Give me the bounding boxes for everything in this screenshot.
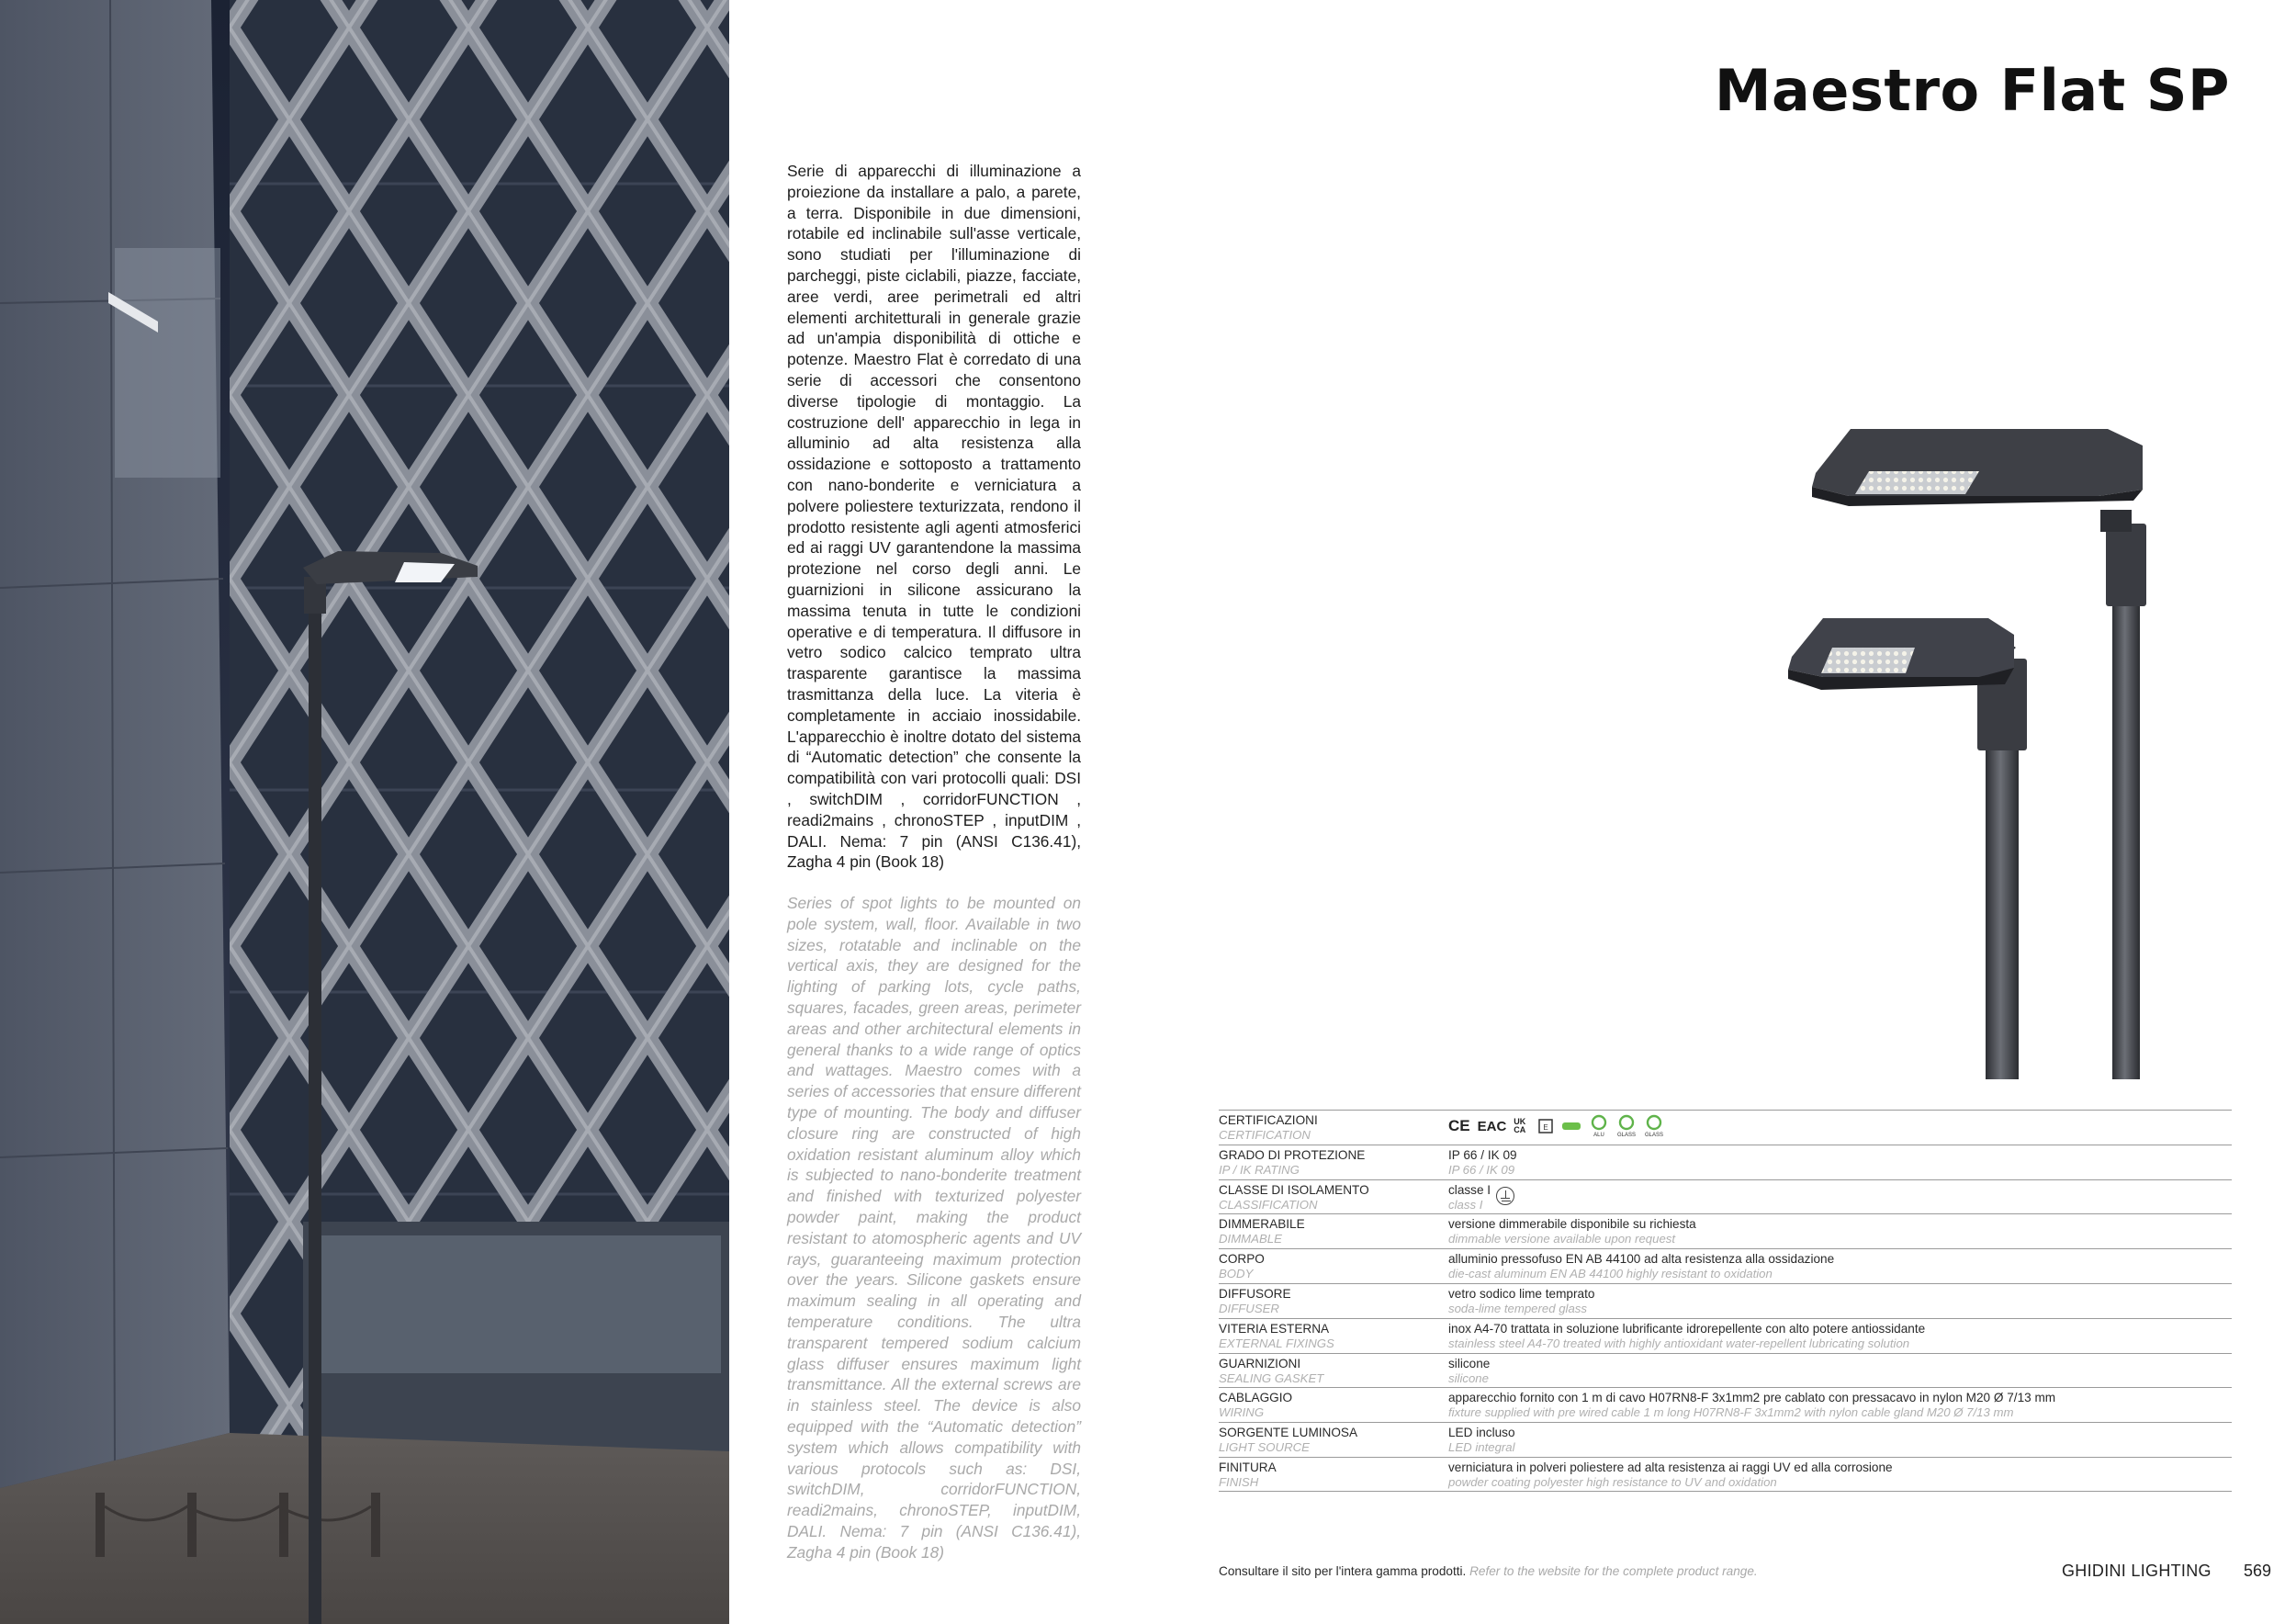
facade-photo-illustration — [0, 0, 729, 1624]
spec-label: CLASSE DI ISOLAMENTO — [1219, 1182, 1369, 1197]
spec-label: DIFFUSORE — [1219, 1286, 1291, 1301]
spec-table — [1219, 1110, 2232, 1492]
spec-label: GRADO DI PROTEZIONE — [1219, 1147, 1366, 1162]
spec-label-en: LIGHT SOURCE — [1219, 1440, 1310, 1455]
spec-label: CABLAGGIO — [1219, 1391, 1293, 1405]
eac-mark-icon: EAC — [1477, 1118, 1507, 1134]
spec-row-light-source — [1219, 1422, 2232, 1457]
earth-ground-icon — [1496, 1187, 1514, 1205]
spec-label-en: EXTERNAL FIXINGS — [1219, 1336, 1334, 1350]
spec-value: LED incluso — [1448, 1426, 1515, 1440]
spec-value: vetro sodico lime temprato — [1448, 1286, 1595, 1301]
svg-text:GLASS: GLASS — [1645, 1133, 1664, 1138]
spec-row-sealing-gasket — [1219, 1353, 2232, 1388]
spec-label: CERTIFICAZIONI — [1219, 1113, 1318, 1127]
spec-value-en: soda-lime tempered glass — [1448, 1301, 1587, 1315]
spec-label-en: CLASSIFICATION — [1219, 1197, 1318, 1212]
spec-label: VITERIA ESTERNA — [1219, 1321, 1330, 1336]
spec-value: silicone — [1448, 1356, 1491, 1370]
spec-row-external-fixings — [1219, 1318, 2232, 1353]
spec-label: DIMMERABILE — [1219, 1217, 1305, 1232]
spec-label-en: CERTIFICATION — [1219, 1128, 1311, 1142]
svg-text:ALU: ALU — [1593, 1133, 1605, 1138]
description-english: Series of spot lights to be mounted on pole system, wall, floor. Available in two sizes, rotatable and inclinable on the vertical axis, they are designed for the lighting of parking lots, cycle paths, squares, facades, green areas, perimeter areas and other architectural elements in general thanks to a wide range of optics and wattages. Maestro comes with a series of accessories that ensure different type of mounting. The body and diffuser closure ring are constructed of high oxidation resistant aluminum alloy which is subjected to nano-bonderite treatment and finished with texturized polyester powder paint, making the product resistant to atomospheric agents and UV rays, guaranteeing maximum protection over the years. Silicone gaskets ensure maximum sealing in all operating and temperature conditions. The ultra transparent tempered sodium calcium glass diffuser ensures maximum light transmittance. All the external screws are in stainless steel. The device is also equipped with the “Automatic detection” system which allows compatibility with various protocols such as: DSI, switchDIM, corridorFUNCTION, readi2mains, chronoSTEP, inputDIM, DALI. Nema: 7 pin (ANSI C136.41), Zagha 4 pin (Book 18) — [787, 894, 1081, 1562]
spec-label: GUARNIZIONI — [1219, 1356, 1301, 1370]
spec-row-body — [1219, 1248, 2232, 1283]
product-image — [1768, 418, 2209, 1079]
description-column — [787, 161, 1081, 1563]
spec-row-wiring — [1219, 1387, 2232, 1422]
spec-label-en: IP / IK RATING — [1219, 1162, 1300, 1177]
spec-label-en: DIMMABLE — [1219, 1232, 1282, 1246]
spec-row-finish — [1219, 1457, 2232, 1492]
svg-text:E: E — [1543, 1123, 1548, 1132]
brand-name: GHIDINI LIGHTING — [2062, 1562, 2212, 1580]
spec-value-en: die-cast aluminum EN AB 44100 highly resistant to oxidation — [1448, 1267, 1773, 1281]
page-title: Maestro Flat SP — [1714, 57, 2230, 124]
spec-row-ip-rating — [1219, 1145, 2232, 1179]
led-icon — [1561, 1121, 1581, 1132]
product-illustration — [1768, 418, 2209, 1079]
spec-label: SORGENTE LUMINOSA — [1219, 1426, 1358, 1440]
spec-row-diffuser — [1219, 1283, 2232, 1318]
ukca-mark-icon: UK CA — [1514, 1117, 1526, 1134]
recycle-glass-icon — [1644, 1114, 1664, 1138]
enec-mark-icon — [1537, 1118, 1554, 1134]
spec-value-en: class I — [1448, 1197, 1483, 1212]
spec-row-dimmable — [1219, 1213, 2232, 1248]
ce-mark-icon: CE — [1448, 1117, 1470, 1134]
spec-label-en: FINISH — [1219, 1474, 1259, 1489]
spec-value-en: dimmable versione available upon request — [1448, 1232, 1676, 1246]
spec-label-en: WIRING — [1219, 1405, 1265, 1420]
spec-label: FINITURA — [1219, 1460, 1277, 1474]
recycle-glass-icon — [1616, 1114, 1637, 1138]
certification-marks — [1448, 1113, 2232, 1139]
spec-label-en: BODY — [1219, 1267, 1254, 1281]
hero-photo — [0, 0, 729, 1624]
spec-value-en: LED integral — [1448, 1440, 1515, 1455]
spec-value: apparecchio fornito con 1 m di cavo H07RN8-F 3x1mm2 pre cablato con pressacavo in nylon M20 Ø 7/13 mm — [1448, 1391, 2056, 1405]
footer-note-it: Consultare il sito per l'intera gamma prodotti. — [1219, 1564, 1467, 1578]
spec-row-classification — [1219, 1179, 2232, 1214]
spec-row-certification — [1219, 1110, 2232, 1145]
svg-text:GLASS: GLASS — [1617, 1133, 1637, 1138]
spec-value: alluminio pressofuso EN AB 44100 ad alta resistenza alla ossidazione — [1448, 1252, 1835, 1267]
recycle-alu-icon — [1589, 1114, 1609, 1138]
spec-value: verniciatura in polveri poliestere ad alta resistenza ai raggi UV ed alla corrosione — [1448, 1460, 1893, 1474]
description-italian: Serie di apparecchi di illuminazione a proiezione da installare a palo, a parete, a terra. Disponibile in due dimensioni, rotabile ed inclinabile sull'asse verticale, sono studiati per l'illuminazione di parcheggi, piste ciclabili, piazze, facciate, aree verdi, aree perimetrali ed altri elementi architetturali in generale grazie ad un'ampia disponibilità di ottiche e potenze. Maestro Flat è corredato di una serie di accessori che consentono diverse tipologie di montaggio. La costruzione dell' apparecchio in lega in alluminio ad alta resistenza alla ossidazione e sottoposto a trattamento con nano-bonderite e verniciatura a polvere poliestere texturizzata, rendono il prodotto resistente agli agenti atmosferici ed ai raggi UV garantendone la massima protezione nel corso degli anni. Le guarnizioni in silicone assicurano la massima tenuta in tutte le condizioni operative e di temperatura. Il diffusore in vetro sodico calcico temprato ultra trasparente garantisce la massima trasmittanza della luce. La viteria è completamente in acciaio inossidabile. L'apparecchio è inoltre dotato del sistema di “Automatic detection” che consente la compatibilità con vari protocolli quali: DSI , switchDIM , corridorFUNCTION , readi2mains , chronoSTEP , inputDIM , DALI. Nema: 7 pin (ANSI C136.41), Zagha 4 pin (Book 18) — [787, 162, 1081, 872]
footer-note-en: Refer to the website for the complete product range. — [1469, 1564, 1758, 1578]
spec-value-en: IP 66 / IK 09 — [1448, 1162, 1515, 1177]
spec-value-en: stainless steel A4-70 treated with highly antioxidant water-repellent lubricating solution — [1448, 1336, 1910, 1350]
spec-value-en: silicone — [1448, 1370, 1489, 1385]
page-number: 569 — [2244, 1562, 2272, 1580]
spec-value-en: powder coating polyester high resistance to UV and oxidation — [1448, 1474, 1777, 1489]
spec-value: IP 66 / IK 09 — [1448, 1147, 1517, 1162]
spec-label-en: SEALING GASKET — [1219, 1370, 1324, 1385]
spec-value-en: fixture supplied with pre wired cable 1 m long H07RN8-F 3x1mm2 with nylon cable gland M20 Ø 7/13 mm — [1448, 1405, 2014, 1420]
spec-label: CORPO — [1219, 1252, 1265, 1267]
spec-value: classe I — [1448, 1183, 2232, 1198]
spec-value: inox A4-70 trattata in soluzione lubrificante idrorepellente con alto potere antiossidante — [1448, 1321, 1926, 1336]
spec-value: versione dimmerabile disponibile su richiesta — [1448, 1217, 1696, 1232]
footer-note — [1219, 1564, 1758, 1578]
spec-label-en: DIFFUSER — [1219, 1301, 1279, 1315]
